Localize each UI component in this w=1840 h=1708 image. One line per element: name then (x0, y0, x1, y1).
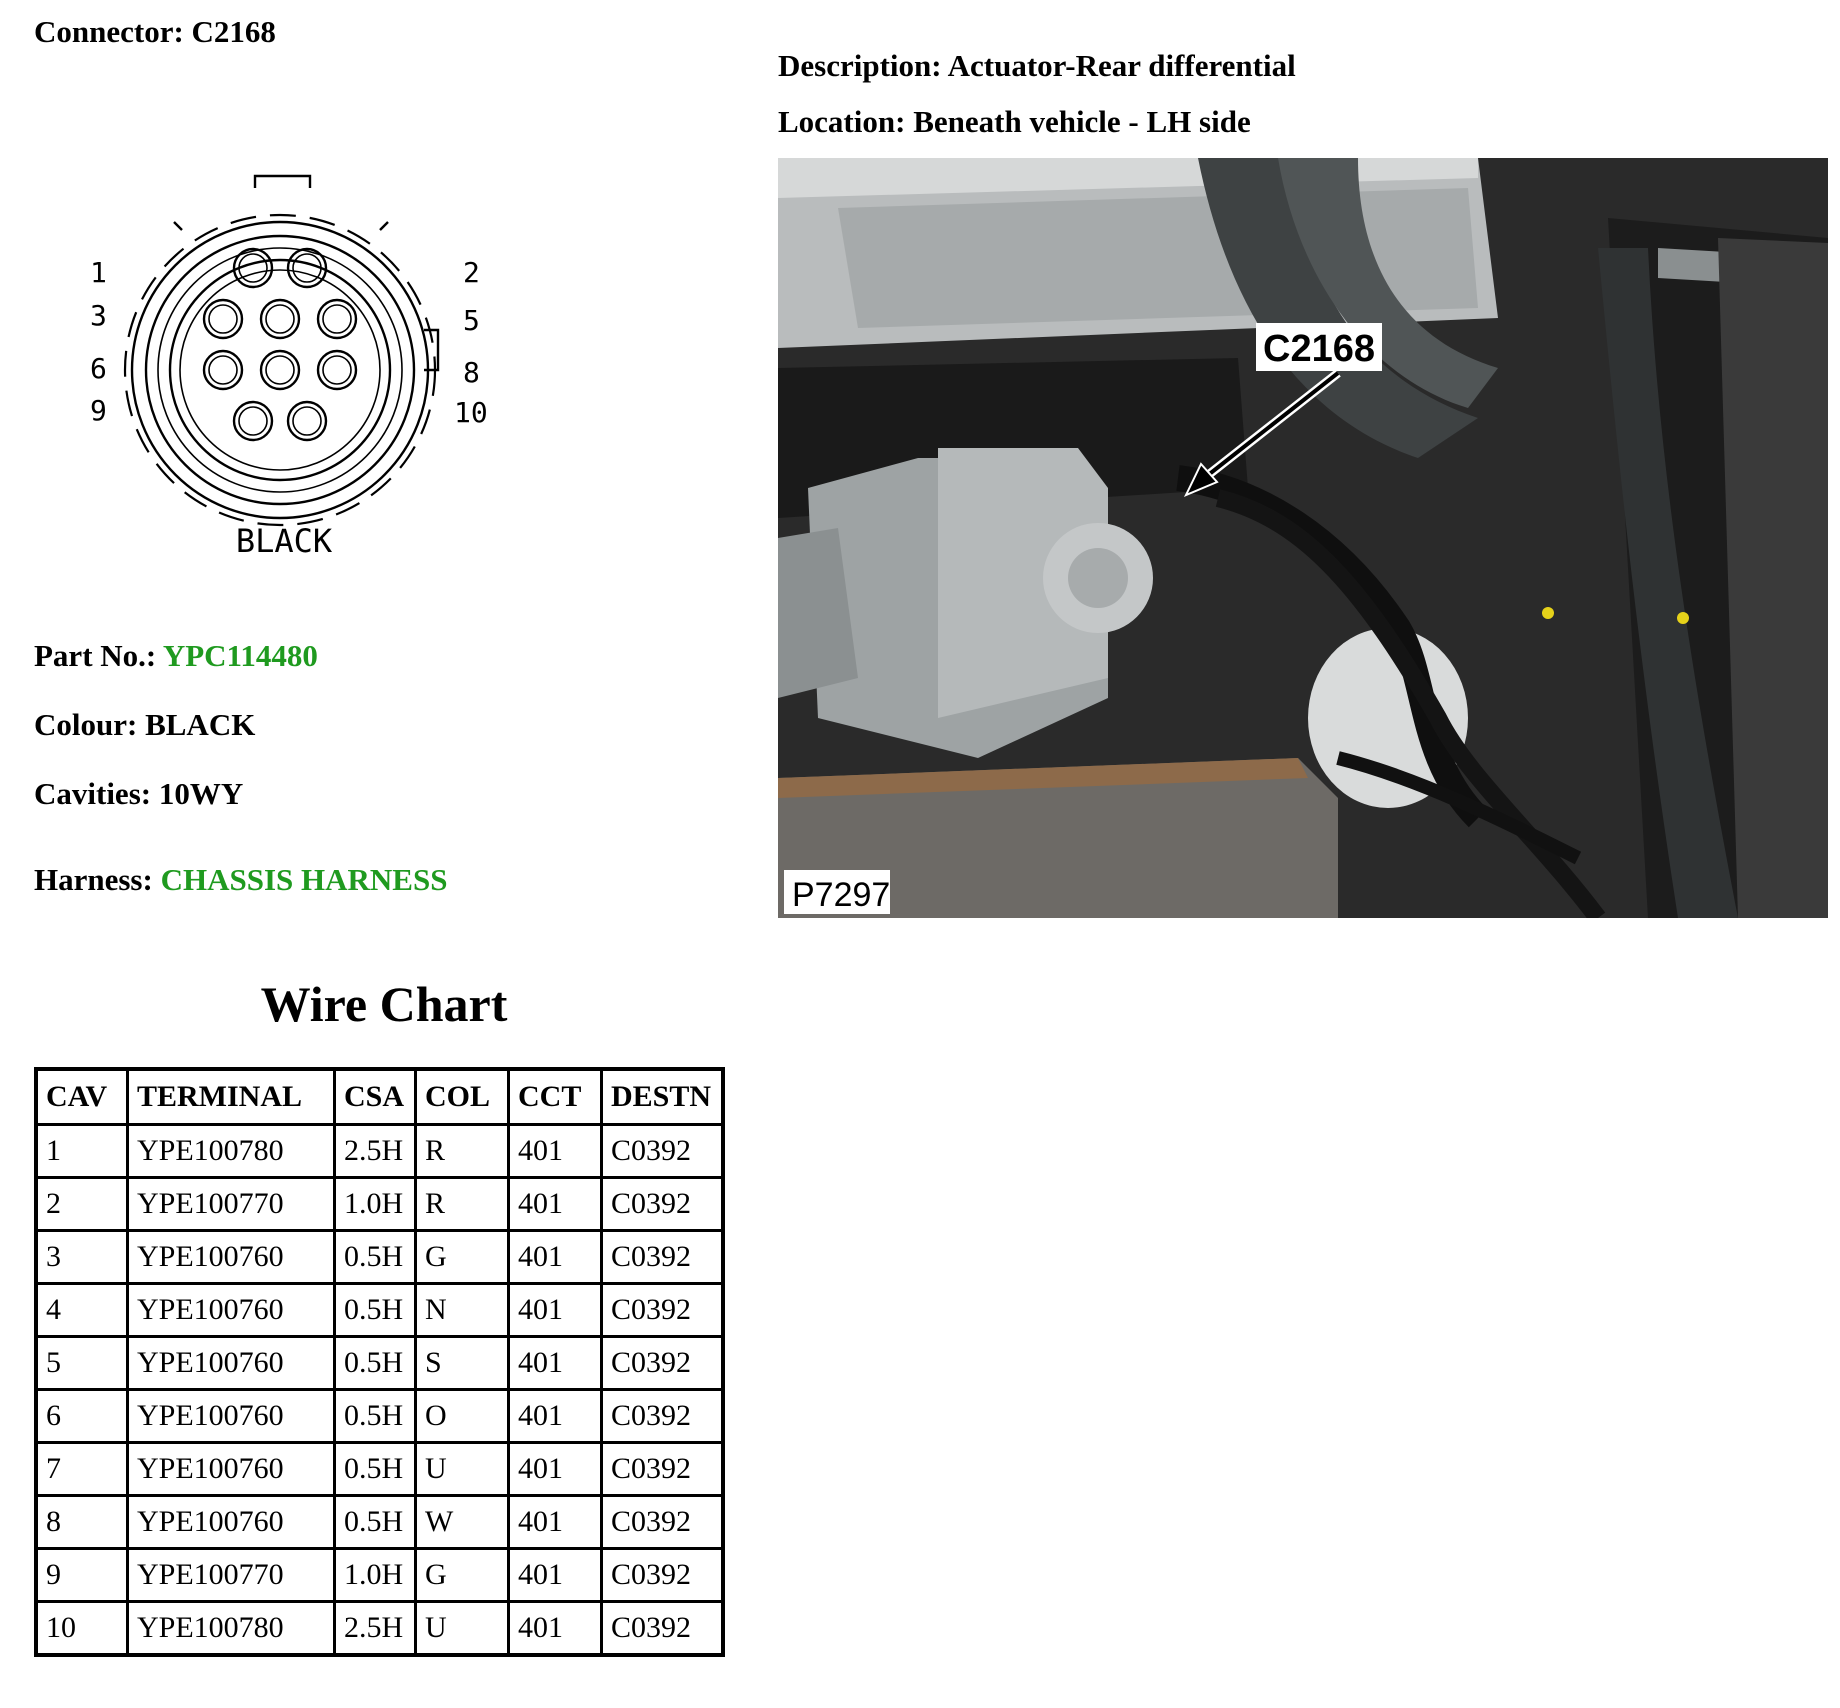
table-row (36, 1125, 723, 1178)
cell-destn: C0392 (602, 1231, 724, 1284)
cell-csa: 2.5H (335, 1602, 416, 1656)
cavities-value: 10WY (158, 776, 244, 811)
cell-cct: 401 (509, 1337, 602, 1390)
cavities (34, 776, 243, 812)
cell-csa: 0.5H (335, 1337, 416, 1390)
table-row (36, 1231, 723, 1284)
cell-cav: 6 (36, 1390, 128, 1443)
cell-cav: 7 (36, 1443, 128, 1496)
header-cav: CAV (36, 1069, 128, 1125)
cell-terminal: YPE100760 (128, 1284, 335, 1337)
harness-label: Harness: (34, 862, 153, 897)
table-row (36, 1284, 723, 1337)
cell-cct: 401 (509, 1443, 602, 1496)
cell-cct: 401 (509, 1178, 602, 1231)
cell-col: W (416, 1496, 509, 1549)
cell-cct: 401 (509, 1284, 602, 1337)
cell-destn: C0392 (602, 1549, 724, 1602)
table-row (36, 1390, 723, 1443)
cell-destn: C0392 (602, 1390, 724, 1443)
cell-cct: 401 (509, 1496, 602, 1549)
cell-col: G (416, 1549, 509, 1602)
cell-csa: 2.5H (335, 1125, 416, 1178)
cavities-label: Cavities: (34, 776, 152, 811)
wire-chart-body (36, 1125, 723, 1656)
cell-terminal: YPE100780 (128, 1125, 335, 1178)
cell-terminal: YPE100760 (128, 1443, 335, 1496)
cell-destn: C0392 (602, 1125, 724, 1178)
cell-cav: 4 (36, 1284, 128, 1337)
table-row (36, 1337, 723, 1390)
colour-label: Colour: (34, 707, 138, 742)
harness-value: CHASSIS HARNESS (160, 862, 448, 897)
table-row (36, 1178, 723, 1231)
pin-label-1: 1 (90, 256, 107, 289)
pin-label-3: 3 (90, 299, 107, 332)
colour (34, 707, 255, 743)
cell-col: S (416, 1337, 509, 1390)
cell-cct: 401 (509, 1549, 602, 1602)
cell-terminal: YPE100760 (128, 1337, 335, 1390)
cell-destn: C0392 (602, 1602, 724, 1656)
cell-col: R (416, 1178, 509, 1231)
cell-cav: 1 (36, 1125, 128, 1178)
connector-label: Connector: (34, 14, 184, 49)
part-number-value: YPC114480 (162, 638, 318, 673)
pin-label-5: 5 (463, 304, 480, 337)
colour-value: BLACK (145, 707, 256, 742)
table-row (36, 1549, 723, 1602)
wire-chart-table (34, 1067, 725, 1657)
header-destn: DESTN (602, 1069, 724, 1125)
cell-destn: C0392 (602, 1496, 724, 1549)
cell-col: N (416, 1284, 509, 1337)
cell-terminal: YPE100770 (128, 1549, 335, 1602)
cell-destn: C0392 (602, 1443, 724, 1496)
cell-terminal: YPE100780 (128, 1602, 335, 1656)
connector-value: C2168 (191, 14, 276, 49)
header-cct: CCT (509, 1069, 602, 1125)
cell-col: O (416, 1390, 509, 1443)
photo-callout-label: C2168 (1263, 328, 1375, 370)
cell-col: G (416, 1231, 509, 1284)
cell-col: U (416, 1602, 509, 1656)
part-number (34, 638, 318, 674)
pin-label-6: 6 (90, 352, 107, 385)
header-terminal: TERMINAL (128, 1069, 335, 1125)
pin-label-9: 9 (90, 394, 107, 427)
location-label: Location: (778, 104, 906, 139)
table-header-row (36, 1069, 723, 1125)
cell-cav: 8 (36, 1496, 128, 1549)
location-value: Beneath vehicle - LH side (913, 104, 1251, 139)
cell-cct: 401 (509, 1602, 602, 1656)
description (778, 48, 1296, 84)
cell-cav: 2 (36, 1178, 128, 1231)
table-row (36, 1443, 723, 1496)
cell-col: R (416, 1125, 509, 1178)
cell-col: U (416, 1443, 509, 1496)
cell-destn: C0392 (602, 1284, 724, 1337)
pin-label-10: 10 (454, 396, 488, 429)
header-col: COL (416, 1069, 509, 1125)
cell-csa: 0.5H (335, 1496, 416, 1549)
connector-colour-label: BLACK (235, 522, 333, 560)
description-value: Actuator-Rear differential (947, 48, 1296, 83)
cell-terminal: YPE100770 (128, 1178, 335, 1231)
cell-cav: 10 (36, 1602, 128, 1656)
cell-csa: 0.5H (335, 1443, 416, 1496)
cell-csa: 0.5H (335, 1231, 416, 1284)
pin-label-8: 8 (463, 356, 480, 389)
cell-cav: 9 (36, 1549, 128, 1602)
cell-destn: C0392 (602, 1337, 724, 1390)
photo-reference-number: P7297 (792, 876, 891, 914)
pin-label-2: 2 (463, 256, 480, 289)
cell-cct: 401 (509, 1390, 602, 1443)
cell-terminal: YPE100760 (128, 1231, 335, 1284)
cell-terminal: YPE100760 (128, 1496, 335, 1549)
part-number-label: Part No.: (34, 638, 157, 673)
cell-csa: 1.0H (335, 1178, 416, 1231)
description-label: Description: (778, 48, 942, 83)
header-csa: CSA (335, 1069, 416, 1125)
harness (34, 862, 447, 898)
cell-cct: 401 (509, 1231, 602, 1284)
table-row (36, 1496, 723, 1549)
connector-title (34, 14, 276, 50)
cell-cav: 5 (36, 1337, 128, 1390)
cell-terminal: YPE100760 (128, 1390, 335, 1443)
cell-csa: 1.0H (335, 1549, 416, 1602)
table-row (36, 1602, 723, 1656)
location (778, 104, 1251, 140)
connector-pinout-diagram (70, 170, 510, 570)
wire-chart-title: Wire Chart (260, 976, 508, 1032)
connector-location-photo (778, 158, 1828, 918)
cell-csa: 0.5H (335, 1284, 416, 1337)
cell-cav: 3 (36, 1231, 128, 1284)
cell-cct: 401 (509, 1125, 602, 1178)
cell-destn: C0392 (602, 1178, 724, 1231)
cell-csa: 0.5H (335, 1390, 416, 1443)
